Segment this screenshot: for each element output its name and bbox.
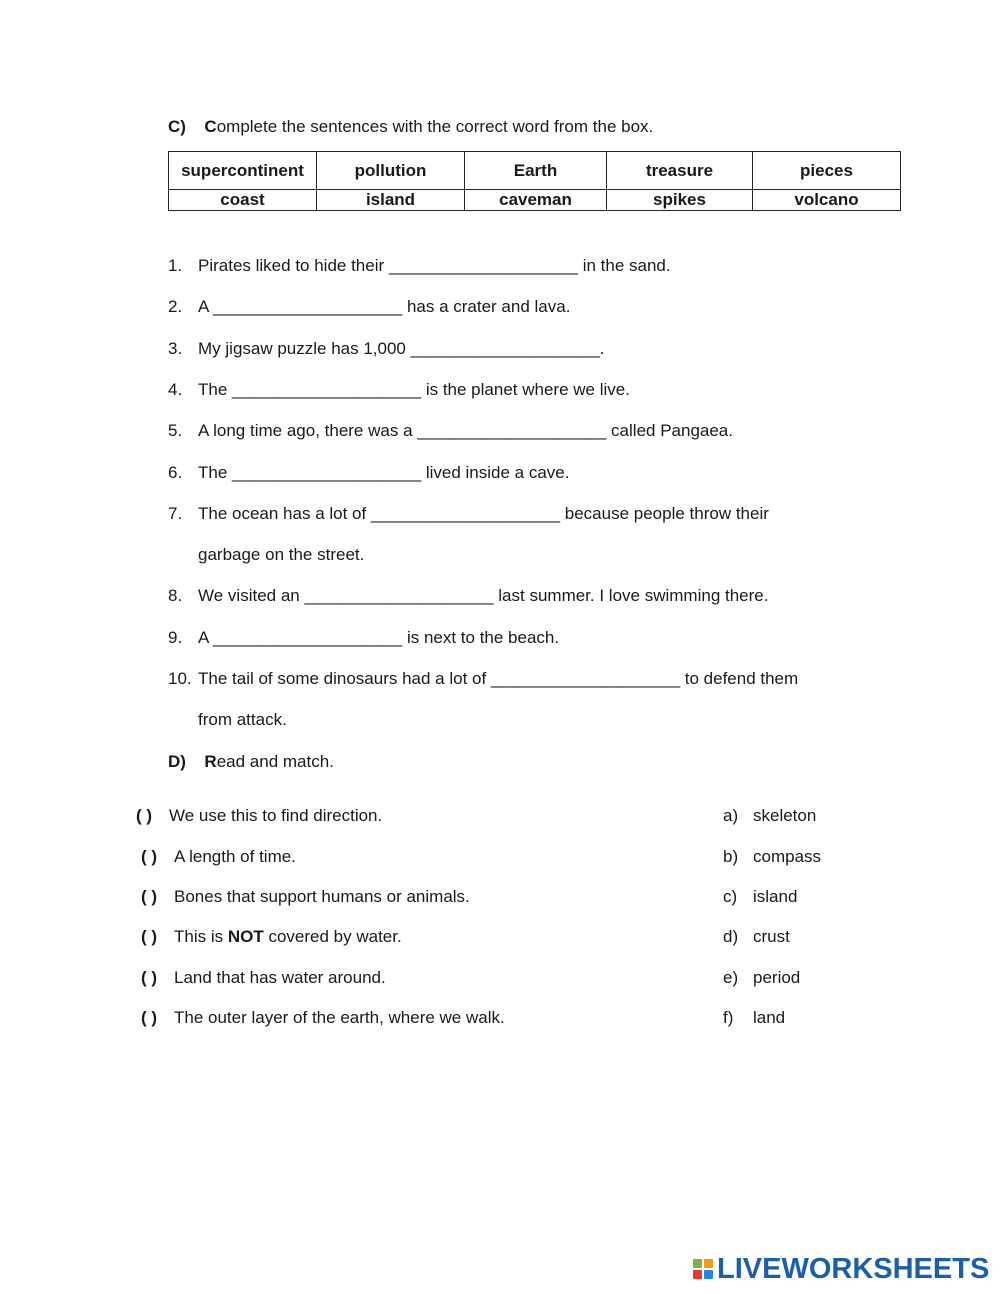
option-word: island <box>753 887 798 906</box>
word-box-cell: volcano <box>753 190 901 211</box>
word-box-cell: treasure <box>607 152 753 190</box>
question-number: 6. <box>168 463 183 482</box>
word-box-row <box>169 190 901 211</box>
word-box-cell: caveman <box>465 190 607 211</box>
question-text[interactable]: The ____________________ is the planet where we live. <box>198 380 630 399</box>
option-letter: d) <box>723 927 739 946</box>
match-clue: Bones that support humans or animals. <box>174 887 470 906</box>
match-clue <box>174 927 402 947</box>
question-text[interactable]: Pirates liked to hide their ____________________ in the sand. <box>198 256 671 275</box>
option-word: skeleton <box>753 806 817 825</box>
match-clue: The outer layer of the earth, where we walk. <box>174 1008 505 1027</box>
option-word: crust <box>753 927 790 946</box>
option-word: period <box>753 968 801 987</box>
option-letter: a) <box>723 806 739 825</box>
section-d-letter: D) <box>168 752 186 771</box>
word-box-cell: island <box>317 190 465 211</box>
option-letter: b) <box>723 847 739 866</box>
logo-blocks-icon <box>693 1257 715 1281</box>
question-number: 9. <box>168 628 183 647</box>
question-text[interactable]: A ____________________ has a crater and lava. <box>198 297 571 316</box>
match-clue-pre: This is <box>174 927 228 946</box>
match-clue-post: covered by water. <box>263 927 402 946</box>
match-clue-emphasis: NOT <box>227 927 264 946</box>
question-number: 3. <box>168 339 183 358</box>
question-text[interactable]: The tail of some dinosaurs had a lot of ____________________ to defend them <box>198 669 799 688</box>
section-d-first-char: R <box>204 752 217 771</box>
word-box-cell: supercontinent <box>169 152 317 190</box>
section-d-heading <box>168 752 334 772</box>
match-clue: We use this to find direction. <box>169 806 383 825</box>
question-text[interactable]: We visited an ____________________ last summer. I love swimming there. <box>198 586 769 605</box>
word-box-cell: pollution <box>317 152 465 190</box>
answer-paren[interactable]: ( ) <box>141 927 158 946</box>
section-c-letter: C) <box>168 117 186 136</box>
word-box-cell: coast <box>169 190 317 211</box>
match-clue: Land that has water around. <box>174 968 386 987</box>
match-clue: A length of time. <box>174 847 296 866</box>
section-c-heading <box>168 117 653 137</box>
option-letter: c) <box>723 887 738 906</box>
word-box-cell: Earth <box>465 152 607 190</box>
answer-paren[interactable]: ( ) <box>141 887 158 906</box>
option-word: land <box>753 1008 786 1027</box>
question-number: 10. <box>168 669 192 688</box>
question-number: 7. <box>168 504 183 523</box>
question-number: 8. <box>168 586 183 605</box>
option-word: compass <box>753 847 822 866</box>
logo-text: LIVEWORKSHEETS <box>717 1253 990 1285</box>
section-c-first-char: C <box>204 117 217 136</box>
word-box <box>168 151 901 211</box>
word-box-cell: pieces <box>753 152 901 190</box>
section-c-instruction: omplete the sentences with the correct word from the box. <box>216 117 654 136</box>
option-letter: f) <box>723 1008 734 1027</box>
question-text-continued: from attack. <box>198 710 287 729</box>
section-d-instruction: ead and match. <box>216 752 334 771</box>
answer-paren[interactable]: ( ) <box>141 1008 158 1027</box>
answer-paren[interactable]: ( ) <box>136 806 153 825</box>
answer-paren[interactable]: ( ) <box>141 968 158 987</box>
question-text[interactable]: My jigsaw puzzle has 1,000 ____________________. <box>198 339 605 358</box>
question-text[interactable]: A long time ago, there was a ____________________ called Pangaea. <box>198 421 733 440</box>
question-number: 2. <box>168 297 183 316</box>
question-number: 4. <box>168 380 183 399</box>
question-number: 1. <box>168 256 183 275</box>
liveworksheets-logo <box>693 1254 989 1284</box>
answer-paren[interactable]: ( ) <box>141 847 158 866</box>
question-text[interactable]: A ____________________ is next to the beach. <box>198 628 560 647</box>
option-letter: e) <box>723 968 739 987</box>
word-box-cell: spikes <box>607 190 753 211</box>
question-text[interactable]: The ____________________ lived inside a cave. <box>198 463 570 482</box>
question-text-continued: garbage on the street. <box>198 545 365 564</box>
question-text[interactable]: The ocean has a lot of ____________________ because people throw their <box>198 504 769 523</box>
question-number: 5. <box>168 421 183 440</box>
word-box-row <box>169 152 901 190</box>
